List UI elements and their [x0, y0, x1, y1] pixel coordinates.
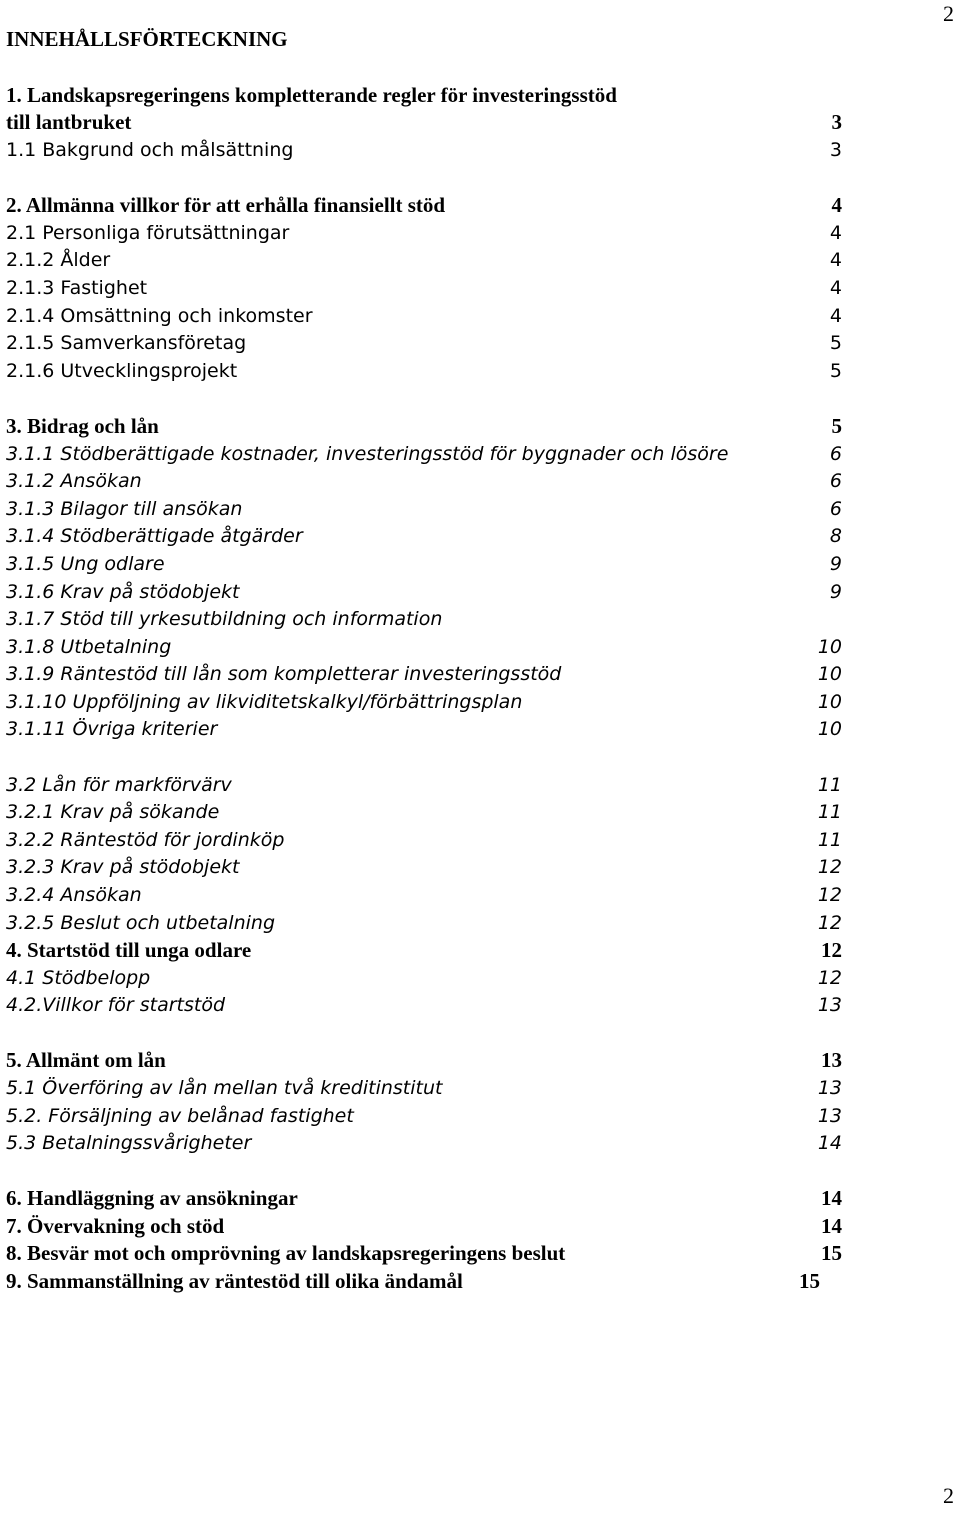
toc-entry — [6, 358, 946, 384]
toc-entry — [6, 1213, 946, 1239]
toc-entry — [6, 468, 946, 494]
toc-entry-title: 3. Bidrag och lån — [6, 414, 159, 438]
toc-entry-page: 4 — [831, 193, 842, 217]
toc-entry-page: 11 — [817, 801, 842, 823]
toc-entry-title: 7. Övervakning och stöd — [6, 1214, 225, 1238]
toc-entry — [6, 1240, 946, 1266]
toc-entry — [6, 910, 946, 936]
toc-entry-page: 4 — [829, 305, 842, 327]
toc-entry — [6, 1268, 946, 1294]
toc-entry — [6, 247, 946, 273]
toc-entry-title: 3.1.6 Krav på stödobjekt — [6, 581, 240, 603]
toc-entry-title: 4.2.Villkor för startstöd — [6, 994, 226, 1016]
toc-entry-page: 9 — [829, 581, 842, 603]
toc-entry-title: 3.1.8 Utbetalning — [6, 636, 172, 658]
toc-entry-title: 3.1.2 Ansökan — [6, 470, 142, 492]
toc-entry-title: 4. Startstöd till unga odlare — [6, 938, 252, 962]
toc-entry-page: 15 — [799, 1269, 820, 1293]
toc-entry — [6, 109, 946, 135]
toc-entry — [6, 579, 946, 605]
toc-entry-page: 13 — [817, 994, 842, 1016]
toc-entry-page: 6 — [829, 498, 842, 520]
toc-entry-page: 4 — [829, 222, 842, 244]
toc-entry-page: 15 — [821, 1241, 842, 1265]
toc-entry-page: 9 — [829, 553, 842, 575]
toc-entry-title: 5.3 Betalningssvårigheter — [6, 1132, 252, 1154]
toc-entry-page: 5 — [829, 360, 842, 382]
toc-entry — [6, 716, 946, 742]
toc-entry-title: 2.1.6 Utvecklingsprojekt — [6, 360, 238, 382]
toc-entry-title: 9. Sammanställning av räntestöd till olika ändamål — [6, 1269, 463, 1293]
toc-entry-title: 2. Allmänna villkor för att erhålla finansiellt stöd — [6, 193, 446, 217]
toc-title: INNEHÅLLSFÖRTECKNING — [6, 27, 288, 51]
toc-entry-title: 3.2.4 Ansökan — [6, 884, 142, 906]
toc-entry-title: 5.2. Försäljning av belånad fastighet — [6, 1105, 354, 1127]
toc-entry — [6, 1047, 946, 1073]
toc-entry-title: 8. Besvär mot och omprövning av landskapsregeringens beslut — [6, 1241, 566, 1265]
toc-entry-title: 5. Allmänt om lån — [6, 1048, 166, 1072]
page-number-bottom: 2 — [943, 1483, 954, 1508]
toc-entry-title: 3.2.3 Krav på stödobjekt — [6, 856, 240, 878]
toc-entry — [6, 441, 946, 467]
toc-entry-title: 3.1.7 Stöd till yrkesutbildning och information — [6, 608, 443, 630]
toc-entry-page: 12 — [817, 967, 842, 989]
toc-entry — [6, 799, 946, 825]
toc-entry — [6, 772, 946, 798]
toc-entry-page: 10 — [817, 636, 842, 658]
toc-entry-page: 5 — [831, 414, 842, 438]
toc-entry — [6, 551, 946, 577]
toc-entry — [6, 661, 946, 687]
toc-entry — [6, 1130, 946, 1156]
toc-entry — [6, 854, 946, 880]
toc-entry-title: 3.2 Lån för markförvärv — [6, 774, 232, 796]
toc-entry — [6, 634, 946, 660]
toc-entry — [6, 523, 946, 549]
toc-entry-page: 14 — [817, 1132, 842, 1154]
page-number-top: 2 — [943, 1, 954, 26]
toc-entry — [6, 882, 946, 908]
toc-entry-title: 3.1.3 Bilagor till ansökan — [6, 498, 243, 520]
toc-entry-page: 4 — [829, 277, 842, 299]
toc-entry-title: 1.1 Bakgrund och målsättning — [6, 139, 294, 161]
toc-entry — [6, 192, 946, 218]
toc-entry-page: 12 — [817, 912, 842, 934]
toc-entry-page: 12 — [817, 856, 842, 878]
toc-entry — [6, 1103, 946, 1129]
toc-entry-title: 2.1.2 Ålder — [6, 249, 111, 271]
toc-entry-title: 3.2.1 Krav på sökande — [6, 801, 220, 823]
toc-entry-page: 5 — [829, 332, 842, 354]
toc-entry-title: 2.1.4 Omsättning och inkomster — [6, 305, 313, 327]
toc-entry-title: till lantbruket — [6, 110, 132, 134]
toc-entry — [6, 1185, 946, 1211]
toc-entry-page: 13 — [821, 1048, 842, 1072]
toc-entry-title: 3.1.9 Räntestöd till lån som kompletterar investeringsstöd — [6, 663, 562, 685]
toc-entry-title: 3.1.11 Övriga kriterier — [6, 718, 218, 740]
toc-entry-page: 3 — [829, 139, 842, 161]
toc-entry-page: 11 — [817, 829, 842, 851]
toc-entry-title: 6. Handläggning av ansökningar — [6, 1186, 298, 1210]
toc-entry-page: 11 — [817, 774, 842, 796]
toc-entry-title: 2.1.3 Fastighet — [6, 277, 148, 299]
toc-entry — [6, 330, 946, 356]
toc-entry — [6, 137, 946, 163]
toc-entry-page: 12 — [821, 938, 842, 962]
toc-entry — [6, 606, 946, 632]
toc-entry-page: 13 — [817, 1105, 842, 1127]
toc-entry-page: 10 — [817, 718, 842, 740]
toc-entry — [6, 303, 946, 329]
toc-entry — [6, 220, 946, 246]
toc-entry-title: 3.1.1 Stödberättigade kostnader, investeringsstöd för byggnader och lösöre — [6, 443, 729, 465]
toc-entry — [6, 827, 946, 853]
toc-entry — [6, 275, 946, 301]
toc-entry-page: 12 — [817, 884, 842, 906]
toc-entry — [6, 992, 946, 1018]
toc-entry-title: 3.2.2 Räntestöd för jordinköp — [6, 829, 285, 851]
toc-entry-page: 14 — [821, 1214, 842, 1238]
toc-entry-page: 3 — [831, 110, 842, 134]
toc-entry-title: 1. Landskapsregeringens kompletterande regler för investeringsstöd — [6, 83, 617, 107]
toc-entry-page: 6 — [829, 443, 842, 465]
toc-entry-page: 14 — [821, 1186, 842, 1210]
toc-entry-title: 3.1.10 Uppföljning av likviditetskalkyl/förbättringsplan — [6, 691, 523, 713]
toc-entry — [6, 82, 946, 108]
toc-entry-page: 6 — [829, 470, 842, 492]
toc-entry — [6, 1075, 946, 1101]
toc-entry-page: 10 — [817, 663, 842, 685]
toc-entry — [6, 413, 946, 439]
toc-entry — [6, 689, 946, 715]
toc-entry — [6, 496, 946, 522]
toc-entry-title: 5.1 Överföring av lån mellan två kreditinstitut — [6, 1077, 443, 1099]
toc-entry-page: 10 — [817, 691, 842, 713]
toc-entry-page: 4 — [829, 249, 842, 271]
toc-entry-title: 2.1.5 Samverkansföretag — [6, 332, 247, 354]
toc-entry-title: 4.1 Stödbelopp — [6, 967, 151, 989]
toc-entry-title: 3.1.5 Ung odlare — [6, 553, 165, 575]
toc-entry-page: 13 — [817, 1077, 842, 1099]
toc-entry — [6, 937, 946, 963]
toc-entry-title: 2.1 Personliga förutsättningar — [6, 222, 290, 244]
toc-entry-title: 3.1.4 Stödberättigade åtgärder — [6, 525, 303, 547]
toc-entry — [6, 965, 946, 991]
toc-entry-page: 8 — [829, 525, 842, 547]
toc-entry-title: 3.2.5 Beslut och utbetalning — [6, 912, 276, 934]
